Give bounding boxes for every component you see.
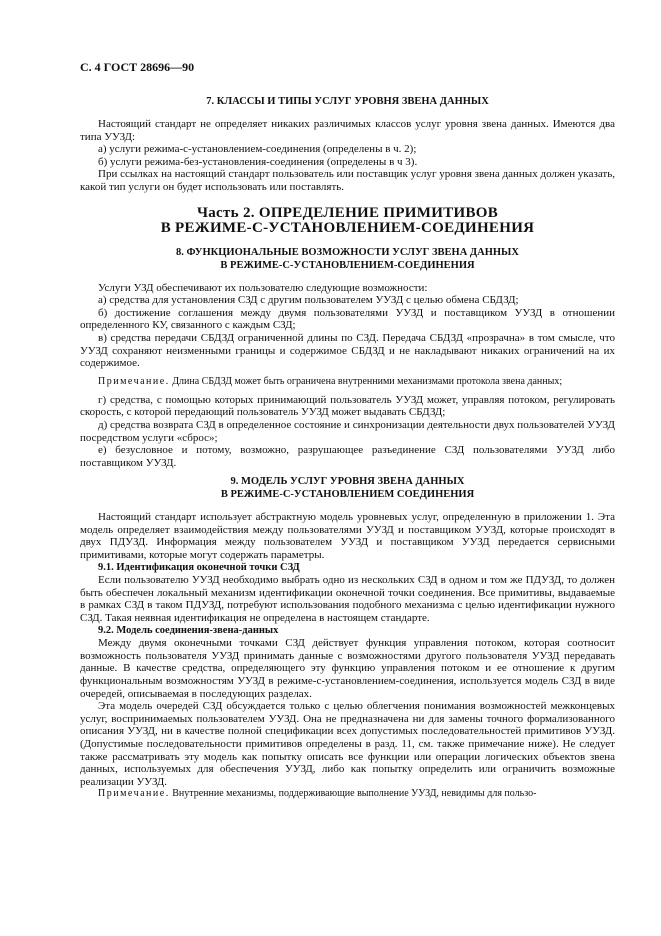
section-8-title-line2: В РЕЖИМЕ-С-УСТАНОВЛЕНИЕМ-СОЕДИНЕНИЯ	[220, 259, 475, 271]
paragraph: Настоящий стандарт использует абстрактную модель уровневых услуг, определенную в приложении 1. Эта модель определяет взаимодействия между пользователями УУЗД и поставщиком УУЗД, которые происходят в двух ПДУЗД. Информация между пользователем УУЗД и поставщиком УУЗД передается сервисными примитивами, которые могут содержать параметры.	[80, 511, 615, 562]
list-item: а) услуги режима-с-установлением-соединения (определены в ч. 2);	[98, 143, 417, 156]
paragraph: При ссылках на настоящий стандарт пользователь или поставщик услуг уровня звена данных должен указать, какой тип услуги он будет использовать или поставлять.	[80, 168, 615, 193]
list-item: д) средства возврата СЗД в определенное состояние и синхронизации деятельности двух пользователей УУЗД посредством услуги «сброс»;	[80, 418, 615, 444]
note-text: Длина СБДЗД может быть ограничена внутренними механизмами протокола звена данных;	[169, 375, 563, 387]
part-2-title-line2: В РЕЖИМЕ-С-УСТАНОВЛЕНИЕМ-СОЕДИНЕНИЯ	[160, 219, 535, 236]
note-label: Примечание.	[98, 788, 170, 800]
list-item: а) средства для установления СЗД с другим пользователем УУЗД с целью обмена СБДЗД;	[98, 294, 519, 307]
list-item: г) средства, с помощью которых принимающий пользователь УУЗД может, управляя потоком, регулировать скорость, с которой передающий пользователь УУЗД может выдавать СБДЗД;	[80, 393, 615, 419]
paragraph: Если пользователю УУЗД необходимо выбрать одно из нескольких СЗД в одном и том же ПДУЗД, то должен быть обеспечен локальный механизм идентификации оконечной точки соединения. Все примитивы, выдаваемые в рамках СЗД в таком ПДУЗД, потребуют использования подобного механизма с целью идентификации нужного СЗД. Такая неявная идентификация не определена в настоящем стандарте.	[80, 574, 615, 625]
list-item: б) услуги режима-без-установления-соединения (определены в ч 3).	[98, 155, 418, 168]
paragraph: Услуги УЗД обеспечивают их пользователю следующие возможности:	[98, 281, 428, 294]
paragraph: Между двумя оконечными точками СЗД действует функция управления потоком, которая соотносит возможность пользователя УУЗД принимать данные с возможностями другого пользователя УУЗД передавать данные. В качестве средства, определяющего эту функцию управления потоком и ее отношение к другим функциональным возможностям УУЗД в режиме-с-установлением-соединения, используется модель СЗД в виде очередей, описываемая в последующих разделах.	[80, 637, 615, 700]
part-2-title-line1: Часть 2. ОПРЕДЕЛЕНИЕ ПРИМИТИВОВ	[196, 204, 499, 221]
document-page	[80, 60, 615, 800]
paragraph: Настоящий стандарт не определяет никаких различимых классов услуг уровня звена данных. Имеются два типа УУЗД:	[80, 118, 615, 143]
note-label: Примечание.	[98, 375, 170, 387]
subsection-9-1-title: 9.1. Идентификация оконечной точки СЗД	[98, 561, 300, 573]
list-item: б) достижение соглашения между двумя пользователями УУЗД и поставщиком УУЗД в отношении определенного КУ, связанного с каждым СЗД;	[80, 306, 615, 332]
list-item: в) средства передачи СБДЗД ограниченной длины по СЗД. Передача СБДЗД «прозрачна» в том смысле, что УУЗД сохраняют неизменными границы и содержимое СБДЗД и не накладывают никаких ограничений на их содержимое.	[80, 331, 615, 370]
part-2-title	[80, 206, 615, 236]
list-item: е) безусловное и потому, возможно, разрушающее разъединение СЗД пользователями УУЗД либо поставщиком УУЗД.	[80, 444, 615, 469]
page-header: С. 4 ГОСТ 28696—90	[80, 60, 195, 74]
note	[80, 376, 615, 388]
subsection-9-2-title: 9.2. Модель соединения-звена-данных	[98, 624, 279, 636]
section-9-title-line2: В РЕЖИМЕ-С-УСТАНОВЛЕНИЕМ СОЕДИНЕНИЯ	[220, 489, 475, 501]
section-7-title: 7. КЛАССЫ И ТИПЫ УСЛУГ УРОВНЯ ЗВЕНА ДАННЫХ	[206, 96, 489, 107]
section-8-title-line1: 8. ФУНКЦИОНАЛЬНЫЕ ВОЗМОЖНОСТИ УСЛУГ ЗВЕНА ДАННЫХ	[176, 246, 519, 258]
paragraph: Эта модель очередей СЗД обсуждается только с целью облегчения понимания возможностей межконцевых услуг, воспринимаемых пользователем УУЗД. Она не предназначена ни для замены точного формализованного описания УУЗД, ни в качестве полной спецификации всех допустимых последовательностей примитивов УУЗД. (Допустимые последовательности примитивов определены в разд. 11, см. также примечание ниже). Не следует также рассматривать эту модель как попытку описать все функции или операции логических объектов звена данных, используемых для обеспечения УУЗД, либо как попытку определить или ограничить возможные реализации УУЗД.	[80, 700, 615, 788]
note	[80, 788, 615, 800]
section-9-title-line1: 9. МОДЕЛЬ УСЛУГ УРОВНЯ ЗВЕНА ДАННЫХ	[230, 476, 465, 488]
section-8-title	[80, 246, 615, 272]
section-9-title	[80, 475, 615, 501]
note-text: Внутренние механизмы, поддерживающие выполнение УУЗД, невидимы для пользо-	[169, 788, 537, 800]
